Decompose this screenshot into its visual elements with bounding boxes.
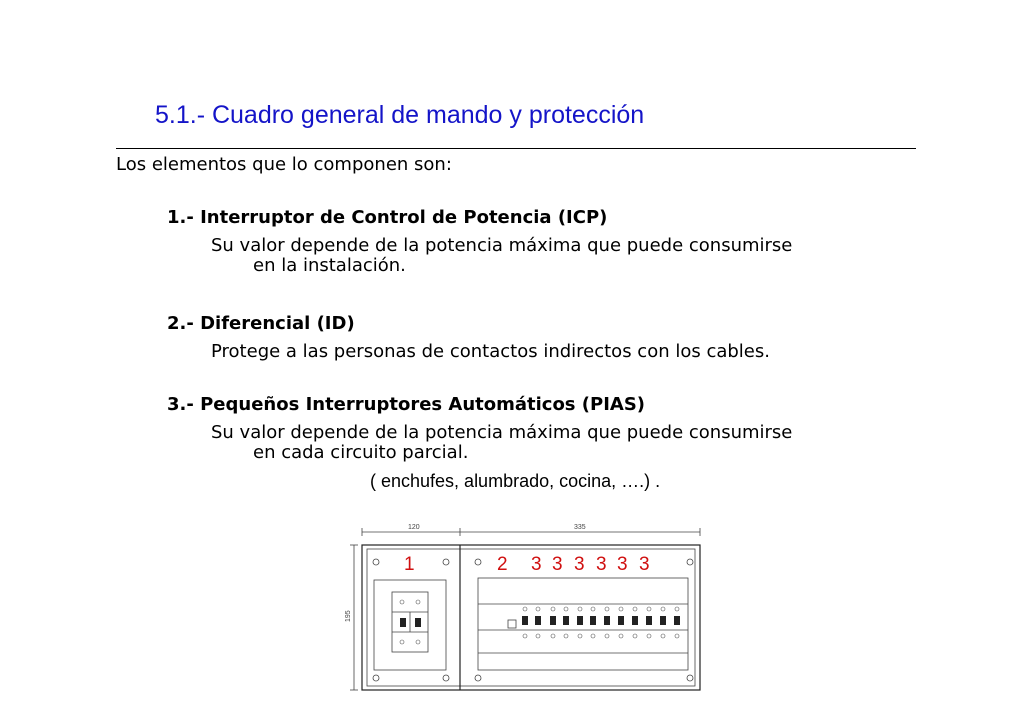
- item-3-heading: 3.- Pequeños Interruptores Automáticos (PIAS): [167, 394, 646, 415]
- item-3-desc-line1: Su valor depende de la potencia máxima que puede consumirse: [211, 422, 793, 443]
- slide-title: 5.1.- Cuadro general de mando y protección: [155, 101, 645, 129]
- panel-diagram: [330, 518, 720, 698]
- item-3-description: [211, 423, 792, 463]
- dim-left-label: 120: [408, 524, 420, 531]
- item-2-description: [211, 342, 770, 362]
- item-2-desc-line1: Protege a las personas de contactos indirectos con los cables.: [211, 341, 770, 362]
- item-3-desc-line2: en cada circuito parcial.: [253, 442, 469, 463]
- marker-pia: 3: [531, 554, 542, 575]
- item-1-desc-line2: en la instalación.: [253, 255, 406, 276]
- item-1-description: [211, 236, 792, 276]
- item-3-examples: ( enchufes, alumbrado, cocina, ….) .: [370, 471, 661, 491]
- dim-height-label: 195: [345, 610, 352, 622]
- item-1-heading: 1.- Interruptor de Control de Potencia (ICP): [167, 207, 608, 228]
- marker-icp: 1: [404, 554, 415, 575]
- marker-pia: 3: [552, 554, 563, 575]
- item-2-heading: 2.- Diferencial (ID): [167, 313, 355, 334]
- intro-text: Los elementos que lo componen son:: [116, 154, 452, 175]
- marker-diferencial: 2: [497, 554, 508, 575]
- title-divider: [116, 148, 916, 149]
- item-1-desc-line1: Su valor depende de la potencia máxima que puede consumirse: [211, 235, 793, 256]
- dim-right-label: 335: [574, 524, 586, 531]
- marker-pia: 3: [639, 554, 650, 575]
- marker-pia: 3: [596, 554, 607, 575]
- marker-pia: 3: [617, 554, 628, 575]
- marker-pia: 3: [574, 554, 585, 575]
